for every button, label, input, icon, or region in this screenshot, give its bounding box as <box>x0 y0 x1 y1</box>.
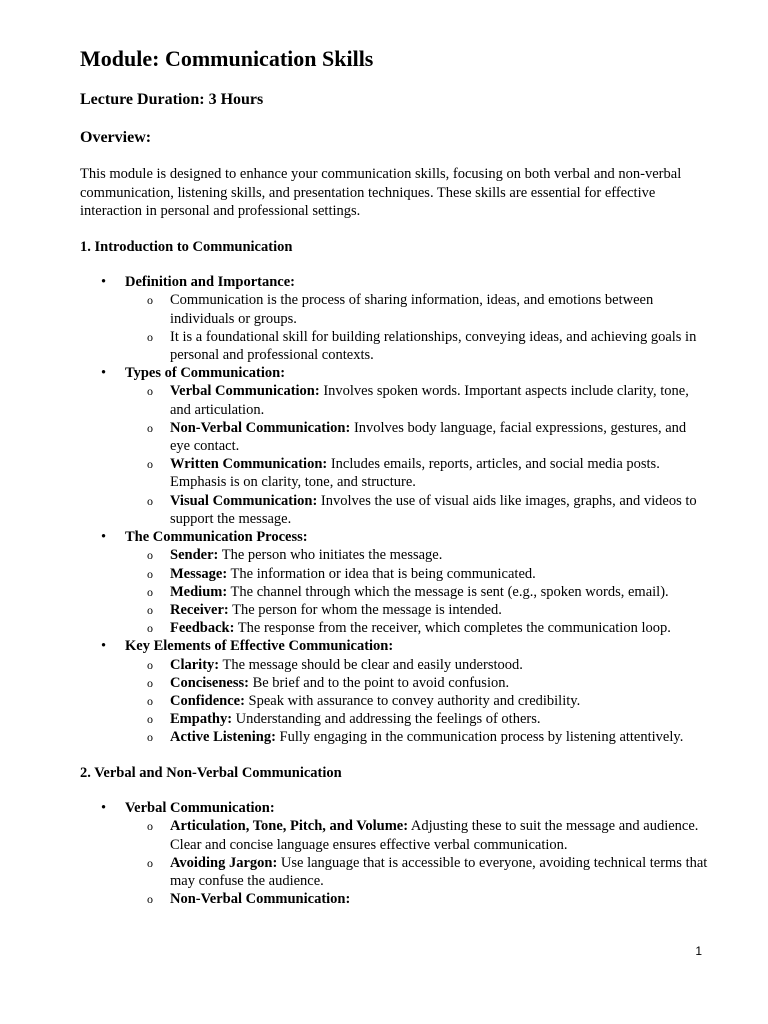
bullet-title: Key Elements of Effective Communication: <box>125 638 394 655</box>
sub-list <box>125 382 708 528</box>
document-page <box>80 44 708 908</box>
bullet-item <box>80 528 708 637</box>
circle-bullet-icon: o <box>147 621 153 636</box>
item-label: Non-Verbal Communication: <box>170 891 351 908</box>
circle-bullet-icon: o <box>147 892 153 907</box>
circle-bullet-icon: o <box>147 855 153 870</box>
item-label: Medium: <box>170 583 228 600</box>
bullet-item <box>80 637 708 746</box>
sub-list-item <box>125 890 708 908</box>
sub-list <box>125 291 708 364</box>
overview-paragraph: This module is designed to enhance your communication skills, focusing on both verbal and non-verbal communication, listening skills, and presentation techniques. These skills are essential for effective interaction in personal and professional settings. <box>80 166 682 219</box>
bullet-list <box>80 273 708 747</box>
circle-bullet-icon: o <box>147 602 153 617</box>
bullet-title: Definition and Importance: <box>125 274 295 290</box>
sub-list-item <box>125 291 708 327</box>
item-text: Speak with assurance to convey authority and credibility. <box>244 693 581 710</box>
item-text: The channel through which the message is sent (e.g., spoken words, email). <box>227 583 669 600</box>
circle-bullet-icon: o <box>147 566 153 581</box>
item-label: Conciseness: <box>170 674 249 691</box>
item-text: The person for whom the message is intended. <box>228 601 502 618</box>
circle-bullet-icon: o <box>147 420 153 435</box>
bullet-title: Verbal Communication: <box>125 800 275 817</box>
item-label: Confidence: <box>170 693 245 710</box>
sub-list-item <box>125 546 708 564</box>
circle-bullet-icon: o <box>147 675 153 690</box>
bullet-dot-icon: • <box>101 529 107 546</box>
lecture-duration: Lecture Duration: 3 Hours <box>80 91 264 108</box>
bullet-dot-icon: • <box>101 365 107 382</box>
sub-list-item <box>125 854 708 890</box>
item-text: Involves body language, facial expressions, gestures, and eye contact. <box>170 419 687 455</box>
sub-list-item <box>125 601 708 619</box>
circle-bullet-icon: o <box>147 384 153 399</box>
item-text: Be brief and to the point to avoid confusion. <box>248 674 510 691</box>
sub-list-item <box>125 455 708 491</box>
sub-list-item <box>125 565 708 583</box>
bullet-dot-icon: • <box>101 274 107 290</box>
item-text: Includes emails, reports, articles, and social media posts. Emphasis is on clarity, tone, and structure. <box>170 456 660 491</box>
sub-list-item <box>125 674 708 692</box>
item-label: Message: <box>170 565 228 582</box>
item-text: Fully engaging in the communication process by listening attentively. <box>275 729 684 746</box>
item-text: It is a foundational skill for building relationships, conveying ideas, and achieving goals in personal and professional contexts. <box>170 328 697 363</box>
item-label: Verbal Communication: <box>170 383 320 400</box>
circle-bullet-icon: o <box>147 712 153 727</box>
item-text: Communication is the process of sharing information, ideas, and emotions between individuals or groups. <box>170 292 654 327</box>
item-label: Avoiding Jargon: <box>170 854 278 871</box>
section-heading: 2. Verbal and Non-Verbal Communication <box>80 764 342 781</box>
sub-list-item <box>125 328 708 364</box>
bullet-item <box>80 364 708 528</box>
item-text: Understanding and addressing the feelings of others. <box>232 711 541 728</box>
page-number: 1 <box>695 944 702 958</box>
sub-list-item <box>125 817 708 853</box>
sub-list-item <box>125 656 708 674</box>
bullet-item <box>80 273 708 364</box>
item-text: The information or idea that is being communicated. <box>227 565 536 582</box>
sub-list-item <box>125 710 708 728</box>
sub-list-item <box>125 382 708 418</box>
item-label: Feedback: <box>170 620 235 637</box>
bullet-title: Types of Communication: <box>125 365 286 382</box>
circle-bullet-icon: o <box>147 457 153 472</box>
circle-bullet-icon: o <box>147 329 153 344</box>
sub-list-item <box>125 728 708 746</box>
bullet-list <box>80 799 708 908</box>
circle-bullet-icon: o <box>147 657 153 672</box>
sub-list-item <box>125 419 708 455</box>
circle-bullet-icon: o <box>147 493 153 508</box>
page-title: Module: Communication Skills <box>80 46 374 71</box>
item-label: Receiver: <box>170 601 229 618</box>
overview-heading: Overview: <box>80 129 152 146</box>
circle-bullet-icon: o <box>147 548 153 563</box>
item-text: Involves the use of visual aids like images, graphs, and videos to support the message. <box>170 492 697 527</box>
item-label: Clarity: <box>170 656 220 673</box>
item-text: Use language that is accessible to everyone, avoiding technical terms that may confuse the audience. <box>170 854 708 890</box>
bullet-dot-icon: • <box>101 638 107 655</box>
bullet-title: The Communication Process: <box>125 529 308 546</box>
bullet-dot-icon: • <box>101 800 107 817</box>
item-label: Written Communication: <box>170 456 328 473</box>
item-text: The message should be clear and easily understood. <box>219 656 523 673</box>
circle-bullet-icon: o <box>147 694 153 709</box>
item-label: Articulation, Tone, Pitch, and Volume: <box>170 818 409 835</box>
item-label: Non-Verbal Communication: <box>170 419 351 436</box>
item-label: Active Listening: <box>170 729 276 746</box>
item-text: The response from the receiver, which completes the communication loop. <box>234 620 671 637</box>
sub-list <box>125 546 708 637</box>
sub-list <box>125 656 708 747</box>
circle-bullet-icon: o <box>147 584 153 599</box>
sub-list-item <box>125 692 708 710</box>
item-text: Adjusting these to suit the message and audience. Clear and concise language ensures effective verbal communication. <box>170 818 699 853</box>
sub-list-item <box>125 619 708 637</box>
circle-bullet-icon: o <box>147 730 153 745</box>
item-label: Empathy: <box>170 711 233 728</box>
item-text: Involves spoken words. Important aspects include clarity, tone, and articulation. <box>170 383 689 418</box>
item-text: The person who initiates the message. <box>218 547 443 564</box>
sub-list <box>125 817 708 908</box>
item-label: Visual Communication: <box>170 492 318 509</box>
sub-list-item <box>125 492 708 528</box>
section-heading: 1. Introduction to Communication <box>80 238 293 255</box>
item-label: Sender: <box>170 547 219 564</box>
bullet-item <box>80 799 708 908</box>
circle-bullet-icon: o <box>147 819 153 834</box>
circle-bullet-icon: o <box>147 293 153 308</box>
sub-list-item <box>125 583 708 601</box>
